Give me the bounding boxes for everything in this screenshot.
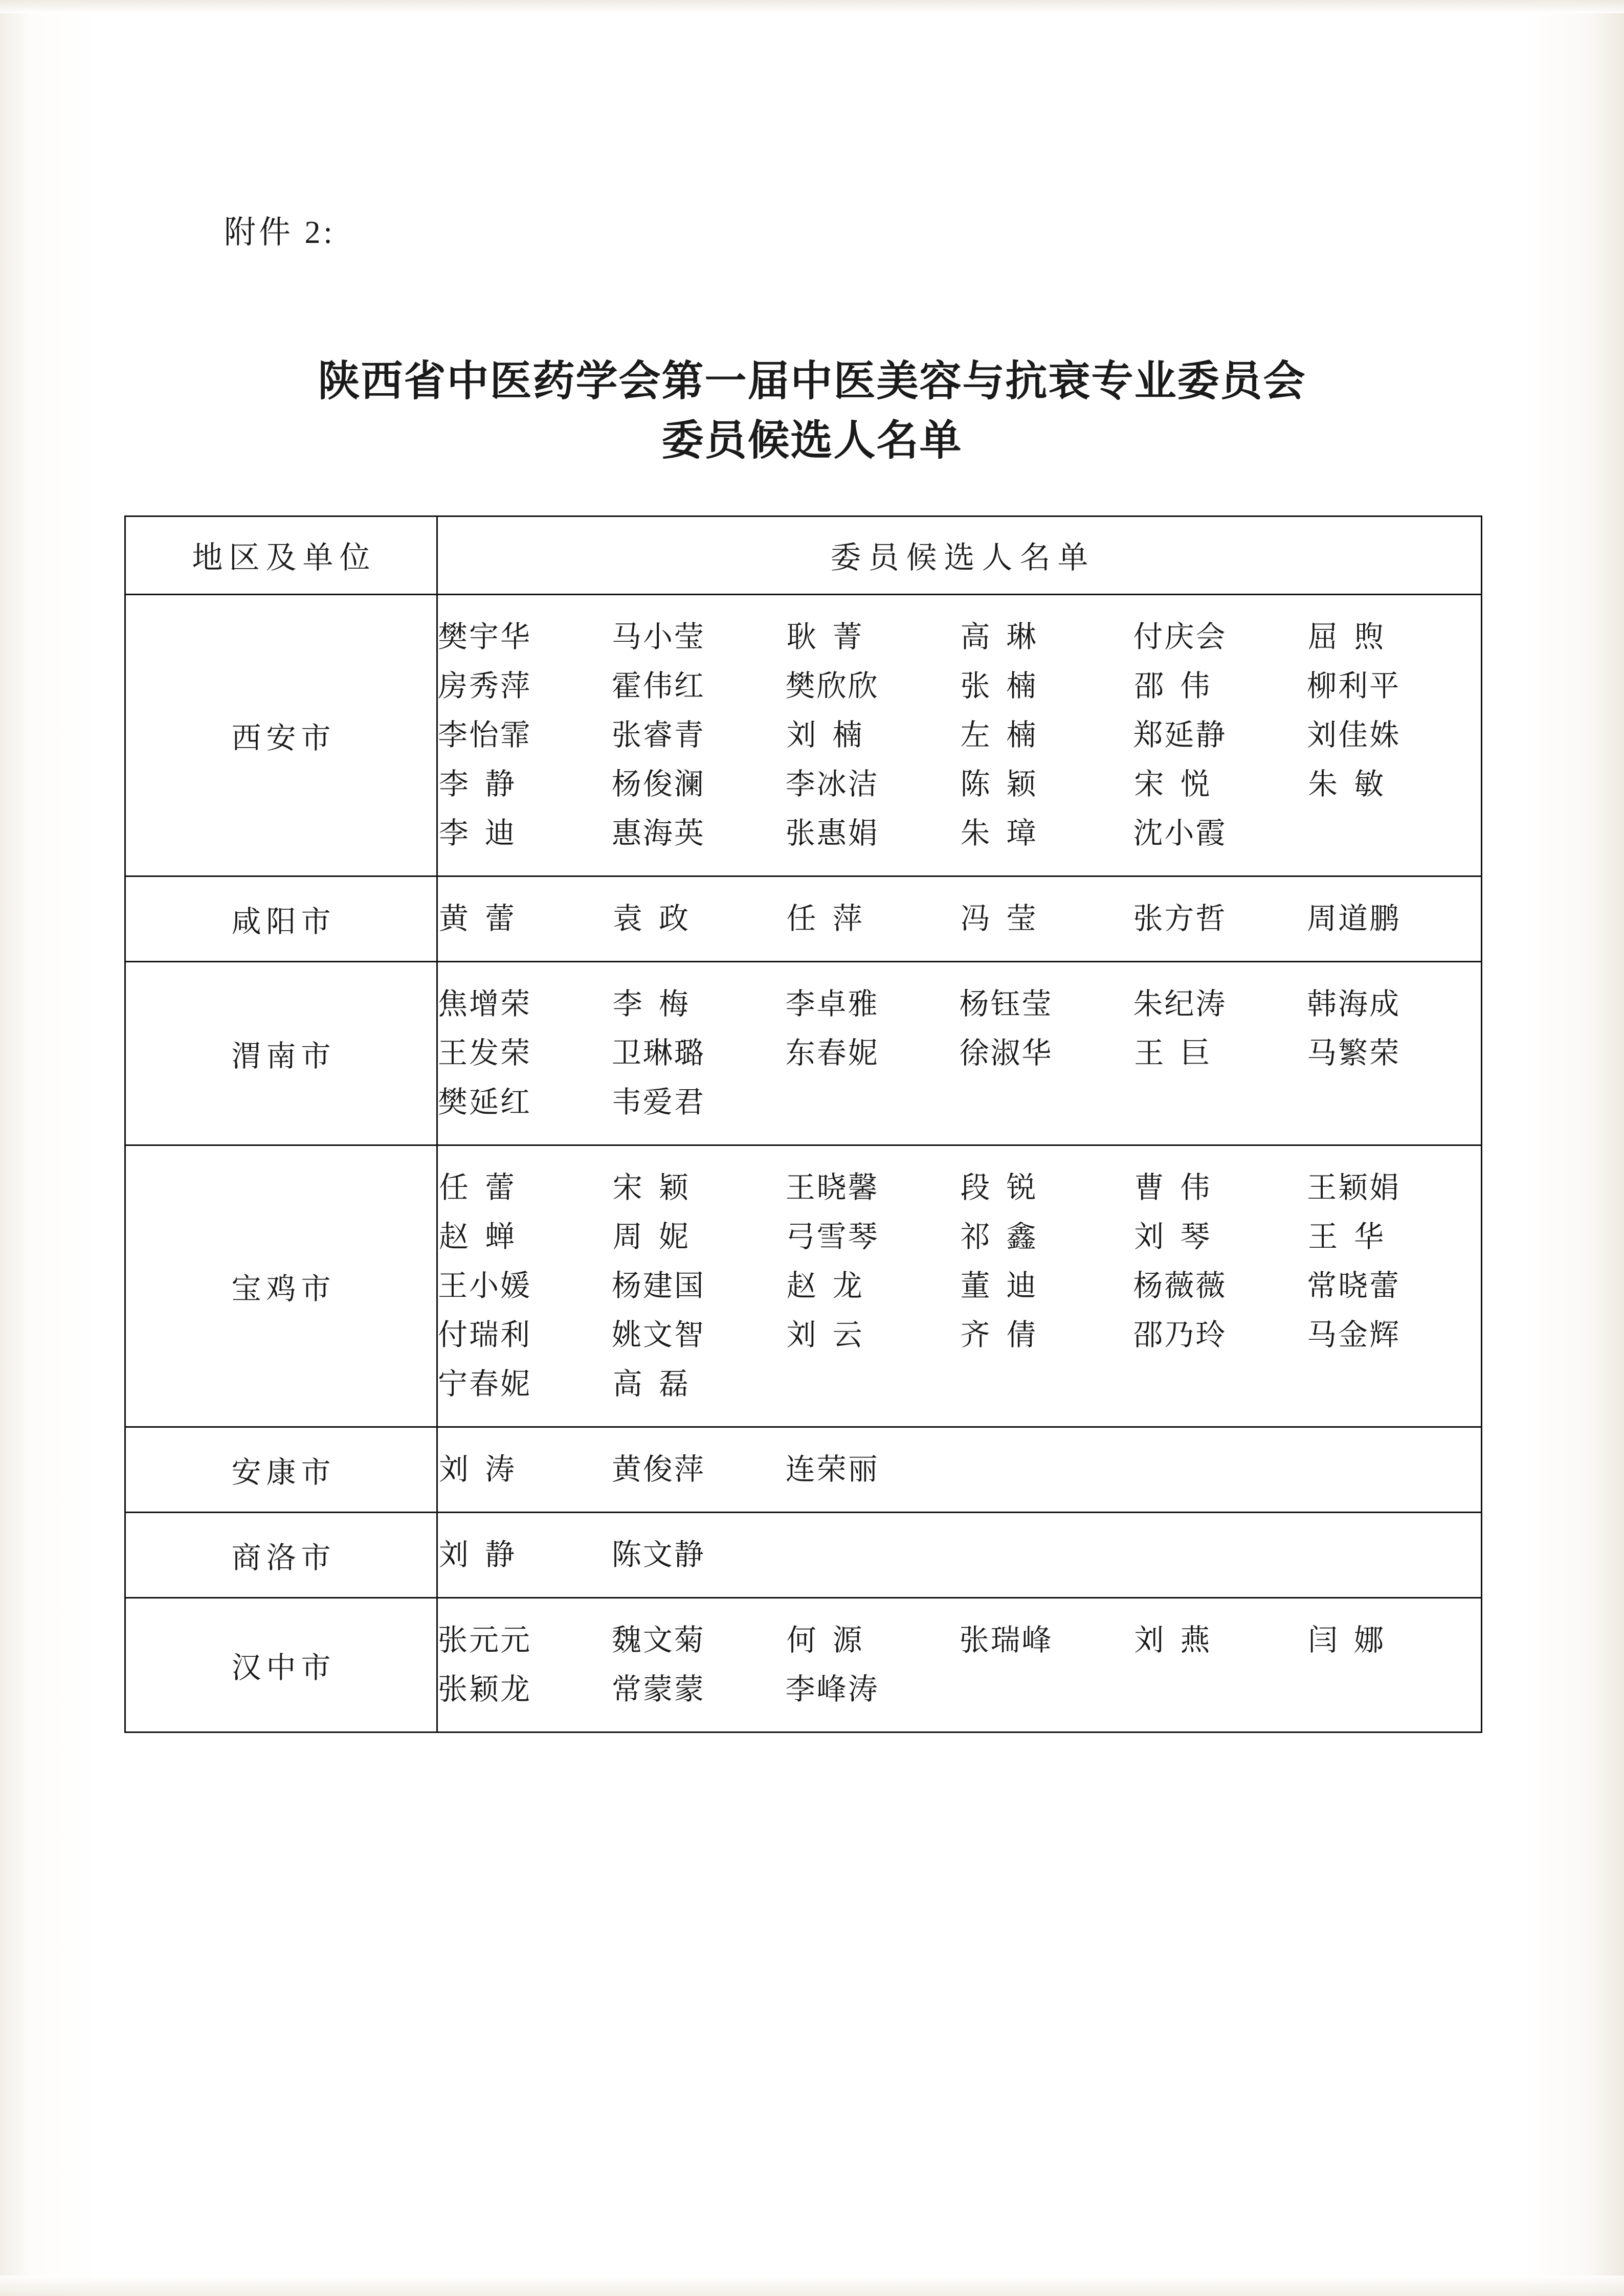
candidate-name: 付瑞利 bbox=[438, 1318, 532, 1352]
region-cell: 渭南市 bbox=[125, 962, 437, 1145]
candidate-name: 郑延静 bbox=[1133, 718, 1227, 752]
cell-spacer bbox=[438, 877, 1481, 894]
candidate-name: 何源 bbox=[786, 1624, 879, 1657]
candidate-name: 马小莹 bbox=[611, 620, 705, 654]
candidate-name: 柳利平 bbox=[1307, 669, 1401, 703]
candidate-name: 刘静 bbox=[439, 1538, 531, 1571]
candidate-name: 卫琳璐 bbox=[611, 1037, 705, 1070]
candidate-name: 李迪 bbox=[439, 817, 531, 850]
table-row bbox=[125, 595, 1482, 876]
candidate-name: 曹伟 bbox=[1134, 1171, 1227, 1204]
region-cell: 安康市 bbox=[125, 1427, 437, 1513]
candidate-name: 王华 bbox=[1308, 1220, 1400, 1253]
names-cell bbox=[437, 1145, 1482, 1427]
candidate-name: 宋悦 bbox=[1134, 768, 1227, 801]
candidate-name: 刘燕 bbox=[1134, 1624, 1227, 1657]
names-grid bbox=[438, 1530, 1481, 1580]
table-row bbox=[125, 1145, 1482, 1427]
candidate-name: 李卓雅 bbox=[785, 987, 879, 1021]
candidate-name: 房秀萍 bbox=[438, 669, 532, 703]
cell-spacer bbox=[438, 1409, 1481, 1426]
scan-edge-top bbox=[0, 0, 1624, 13]
candidate-name: 连荣丽 bbox=[785, 1453, 879, 1486]
candidate-name: 惠海英 bbox=[611, 817, 705, 850]
table-row bbox=[125, 1427, 1482, 1513]
candidate-name: 冯莹 bbox=[960, 902, 1053, 935]
cell-spacer bbox=[438, 943, 1481, 961]
candidate-name: 马金辉 bbox=[1307, 1318, 1401, 1352]
candidate-name: 左楠 bbox=[960, 718, 1053, 752]
candidate-name: 段锐 bbox=[960, 1171, 1053, 1204]
candidate-name: 黄俊萍 bbox=[611, 1453, 705, 1486]
candidate-name: 赵龙 bbox=[786, 1269, 879, 1302]
attachment-label: 附件 2: bbox=[224, 215, 336, 250]
names-cell bbox=[437, 876, 1482, 962]
cell-spacer bbox=[438, 1127, 1481, 1144]
cell-spacer bbox=[438, 1714, 1481, 1731]
names-grid bbox=[438, 1445, 1481, 1494]
candidate-name: 焦增荣 bbox=[438, 987, 532, 1021]
candidate-name: 董迪 bbox=[960, 1269, 1053, 1302]
candidate-name: 张楠 bbox=[960, 669, 1053, 703]
candidate-name: 樊延红 bbox=[438, 1086, 532, 1119]
candidate-name: 王发荣 bbox=[438, 1037, 532, 1070]
candidate-name: 祁鑫 bbox=[960, 1220, 1053, 1253]
cell-spacer bbox=[438, 962, 1481, 980]
candidate-name: 张颖龙 bbox=[438, 1673, 532, 1706]
names-grid bbox=[438, 1163, 1481, 1409]
candidate-name: 袁政 bbox=[612, 902, 705, 935]
candidate-name: 杨钰莹 bbox=[959, 987, 1053, 1021]
candidate-name: 徐淑华 bbox=[959, 1037, 1053, 1070]
candidate-name: 东春妮 bbox=[785, 1037, 879, 1070]
candidate-name: 付庆会 bbox=[1133, 620, 1227, 654]
table-row bbox=[125, 962, 1482, 1145]
candidate-name: 陈文静 bbox=[611, 1538, 705, 1571]
candidate-name: 邵乃玲 bbox=[1133, 1318, 1227, 1352]
candidate-name: 刘佳姝 bbox=[1307, 718, 1401, 752]
candidate-name: 王颖娟 bbox=[1307, 1171, 1401, 1204]
candidate-name: 陈颖 bbox=[960, 768, 1053, 801]
candidate-name: 杨俊澜 bbox=[611, 768, 705, 801]
names-cell bbox=[437, 1598, 1482, 1732]
candidate-name: 宁春妮 bbox=[438, 1367, 532, 1401]
candidate-name: 樊宇华 bbox=[438, 620, 532, 654]
candidate-name: 李冰洁 bbox=[785, 768, 879, 801]
names-cell bbox=[437, 1427, 1482, 1513]
candidate-name: 姚文智 bbox=[611, 1318, 705, 1352]
candidate-name: 刘楠 bbox=[786, 718, 879, 752]
candidate-name: 高磊 bbox=[612, 1367, 705, 1401]
candidate-name: 张瑞峰 bbox=[959, 1624, 1053, 1657]
table-row bbox=[125, 876, 1482, 962]
candidate-name: 闫娜 bbox=[1308, 1624, 1400, 1657]
page-title-line-1: 陕西省中医药学会第一届中医美容与抗衰专业委员会 bbox=[318, 358, 1306, 404]
table-body bbox=[125, 595, 1482, 1732]
candidate-name: 齐倩 bbox=[960, 1318, 1053, 1352]
candidate-name: 常晓蕾 bbox=[1307, 1269, 1401, 1302]
names-grid bbox=[438, 980, 1481, 1127]
cell-spacer bbox=[438, 1580, 1481, 1597]
table-row bbox=[125, 1513, 1482, 1598]
candidate-name: 杨建国 bbox=[611, 1269, 705, 1302]
names-cell bbox=[437, 1513, 1482, 1598]
candidate-name: 常蒙蒙 bbox=[611, 1673, 705, 1706]
candidate-name: 任蕾 bbox=[439, 1171, 531, 1204]
page-title-line-2: 委员候选人名单 bbox=[661, 417, 963, 464]
candidate-name: 屈煦 bbox=[1308, 620, 1400, 654]
column-header-region: 地区及单位 bbox=[125, 516, 437, 595]
candidate-name: 李梅 bbox=[612, 987, 705, 1021]
candidate-name: 李怡霏 bbox=[438, 718, 532, 752]
region-cell: 咸阳市 bbox=[125, 876, 437, 962]
cell-spacer bbox=[438, 1146, 1481, 1163]
candidate-name: 朱璋 bbox=[960, 817, 1053, 850]
table-row bbox=[125, 1598, 1482, 1732]
candidate-name: 王小媛 bbox=[438, 1269, 532, 1302]
names-grid bbox=[438, 894, 1481, 943]
candidate-name: 韦爱君 bbox=[611, 1086, 705, 1119]
candidate-name: 耿菁 bbox=[786, 620, 879, 654]
candidate-name: 邵伟 bbox=[1134, 669, 1227, 703]
candidate-name: 刘琴 bbox=[1134, 1220, 1227, 1253]
page-title bbox=[0, 352, 1624, 471]
candidate-name: 樊欣欣 bbox=[785, 669, 879, 703]
candidate-name: 弓雪琴 bbox=[785, 1220, 879, 1253]
candidate-name: 朱纪涛 bbox=[1133, 987, 1227, 1021]
candidate-name: 张惠娟 bbox=[785, 817, 879, 850]
candidate-name: 杨薇薇 bbox=[1133, 1269, 1227, 1302]
cell-spacer bbox=[438, 858, 1481, 875]
candidate-name: 沈小霞 bbox=[1133, 817, 1227, 850]
region-cell: 西安市 bbox=[125, 595, 437, 876]
cell-spacer bbox=[438, 1494, 1481, 1512]
candidate-name: 张睿青 bbox=[611, 718, 705, 752]
region-cell: 汉中市 bbox=[125, 1598, 437, 1732]
candidate-name: 赵蝉 bbox=[439, 1220, 531, 1253]
table-head bbox=[125, 516, 1482, 595]
names-grid bbox=[438, 613, 1481, 858]
names-cell bbox=[437, 595, 1482, 876]
candidate-name: 张元元 bbox=[438, 1624, 532, 1657]
names-cell bbox=[437, 962, 1482, 1145]
candidate-name: 王晓馨 bbox=[785, 1171, 879, 1204]
candidate-name: 任萍 bbox=[786, 902, 879, 935]
candidate-name: 魏文菊 bbox=[611, 1624, 705, 1657]
candidate-name: 霍伟红 bbox=[611, 669, 705, 703]
cell-spacer bbox=[438, 1428, 1481, 1445]
candidate-name: 刘云 bbox=[786, 1318, 879, 1352]
column-header-names: 委员候选人名单 bbox=[437, 516, 1482, 595]
candidate-roster-table bbox=[124, 515, 1482, 1733]
region-cell: 商洛市 bbox=[125, 1513, 437, 1598]
cell-spacer bbox=[438, 595, 1481, 613]
scan-edge-bottom bbox=[0, 2276, 1624, 2296]
names-grid bbox=[438, 1616, 1481, 1714]
candidate-name: 李峰涛 bbox=[785, 1673, 879, 1706]
candidate-name: 王巨 bbox=[1134, 1037, 1227, 1070]
candidate-name: 朱敏 bbox=[1308, 768, 1400, 801]
table-header-row bbox=[125, 516, 1482, 595]
candidate-name: 宋颖 bbox=[612, 1171, 705, 1204]
region-cell: 宝鸡市 bbox=[125, 1145, 437, 1427]
candidate-name: 周道鹏 bbox=[1307, 902, 1401, 935]
candidate-name: 周妮 bbox=[612, 1220, 705, 1253]
candidate-name: 刘涛 bbox=[439, 1453, 531, 1486]
cell-spacer bbox=[438, 1599, 1481, 1616]
candidate-name: 黄蕾 bbox=[439, 902, 531, 935]
candidate-name: 马繁荣 bbox=[1307, 1037, 1401, 1070]
candidate-name: 李静 bbox=[439, 768, 531, 801]
candidate-name: 张方哲 bbox=[1133, 902, 1227, 935]
candidate-name: 高琳 bbox=[960, 620, 1053, 654]
candidate-name: 韩海成 bbox=[1307, 987, 1401, 1021]
cell-spacer bbox=[438, 1513, 1481, 1530]
